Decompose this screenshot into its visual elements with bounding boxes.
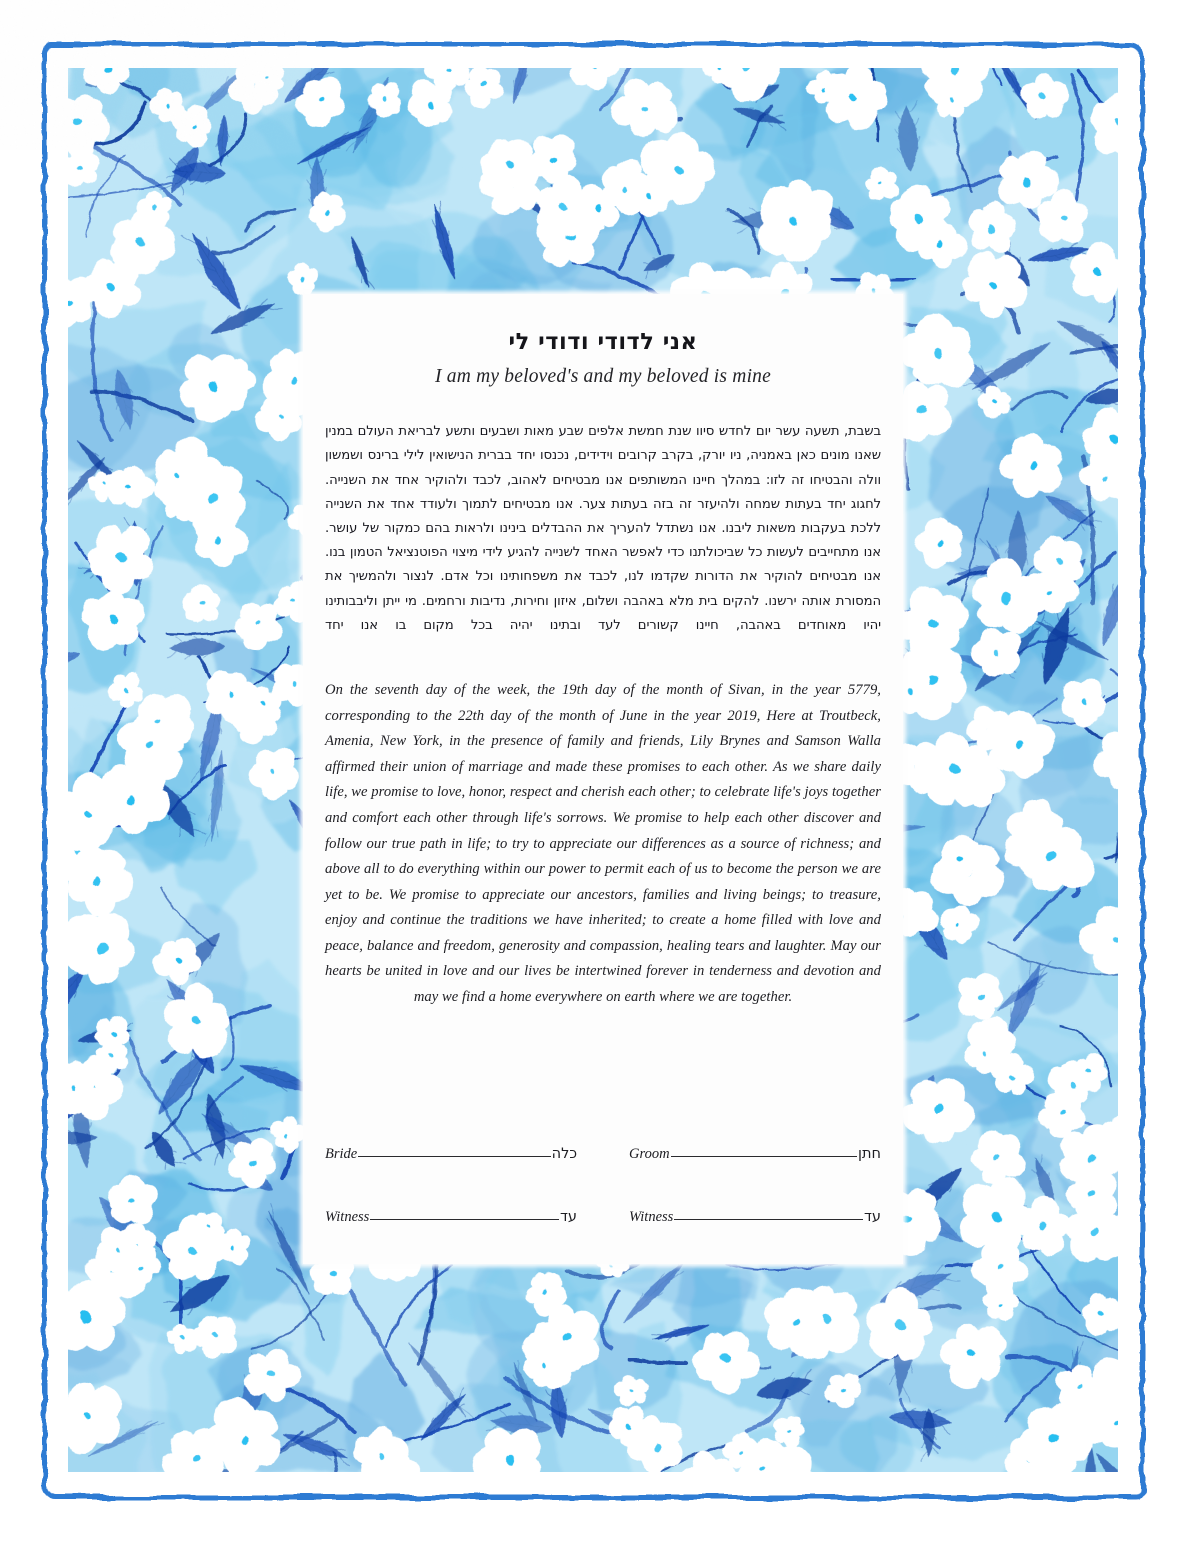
- bride-label: Bride: [325, 1146, 358, 1162]
- witness-two-signature-line[interactable]: [674, 1218, 863, 1220]
- signature-row-witnesses: [325, 1209, 881, 1226]
- english-body-text: On the seventh day of the week, the 19th day of the month of Sivan, in the year 5779, corresponding to the 22th day of the month of June in the year 2019, Here at Troutbeck, Amenia, New York, in the presence of family and friends, Lily Brynes and Samson Walla affirmed their union of marriage and made these promises to each other. As we share daily life, we promise to love, honor, respect and cherish each other; to celebrate life's joys together and comfort each other through life's sorrows. We promise to help each other discover and follow our true path in life; to try to appreciate our differences as a source of richness; and above all to do everything within our power to permit each of us to become the person we are yet to be. We promise to appreciate our ancestors, families and living beings; to treasure, enjoy and continue the traditions we have inherited; to create a home filled with love and peace, balance and freedom, generosity and compassion, healing tears and laughter. May our hearts be united in love and our lives be intertwined forever in tenderness and devotion and may we find a home everywhere on earth where we are together.: [325, 681, 881, 1006]
- hebrew-body-text: בשבת, תשעה עשר יום לחדש סיוו שנת חמשת אלפים שבע מאות ושבעים ותשע לבריאת העולם במנין שאנו מונים כאן באמניה, ניו יורק, בקרב קרובים וידידים, נכנסו יחד בברית הנישואין לילי ברינס ושמשון וולה והבטיחו זה לזו: במהלך חיינו המשותפים אנו מבטיחים לאהוב, לכבד ולהוקיר אחד את השנייה. לחגוג יחד בעתות שמחה ולהיעזר זה בזה בעתות צער. אנו מבטיחים לתמוך ולעודד אחד את השנייה ללכת בעקבות משאות ליבנו. אנו נשתדל להעריך את ההבדלים בינינו ולראות בהם כמקור של עושר. אנו מתחייבים לעשות כל שביכולתנו כדי לאפשר האחד לשנייה להגיע לידי מיצוי הפוטנציאל הטמון בנו. אנו מבטיחים להוקיר את הדורות שקדמו לנו, לכבד את משפחותינו וכל אדם. לנצור ולהמשיך את המסורת אותה ירשנו. להקים בית מלא באהבה ושלום, איזון וחירות, נדיבות ורחמים. מי ייתן וליבבותינו יהיו מאוחדים באהבה, חיינו קשורים לעד ובתינו יהיה בכל מקום בו אנו יחד: [325, 424, 881, 633]
- groom-signature-line[interactable]: [671, 1155, 857, 1157]
- bride-label-hebrew: כלה: [551, 1146, 577, 1162]
- signature-block: [325, 1146, 881, 1226]
- witness-one-label: Witness: [325, 1209, 370, 1225]
- groom-label: Groom: [629, 1146, 670, 1162]
- signature-row-bride-groom: [325, 1146, 881, 1163]
- bride-signature-field[interactable]: [325, 1146, 577, 1163]
- witness-two-signature-field[interactable]: [629, 1209, 881, 1226]
- ketubah-text-panel: [303, 294, 903, 1264]
- bride-signature-line[interactable]: [358, 1155, 550, 1157]
- groom-signature-field[interactable]: [629, 1146, 881, 1163]
- witness-one-label-hebrew: עד: [560, 1209, 577, 1225]
- witness-one-signature-field[interactable]: [325, 1209, 577, 1226]
- hebrew-title: אני לדודי ודודי לי: [508, 329, 698, 355]
- witness-two-label: Witness: [629, 1209, 674, 1225]
- english-title: I am my beloved's and my beloved is mine: [435, 366, 771, 388]
- witness-one-signature-line[interactable]: [370, 1218, 559, 1220]
- witness-two-label-hebrew: עד: [864, 1209, 881, 1225]
- groom-label-hebrew: חתן: [858, 1146, 881, 1162]
